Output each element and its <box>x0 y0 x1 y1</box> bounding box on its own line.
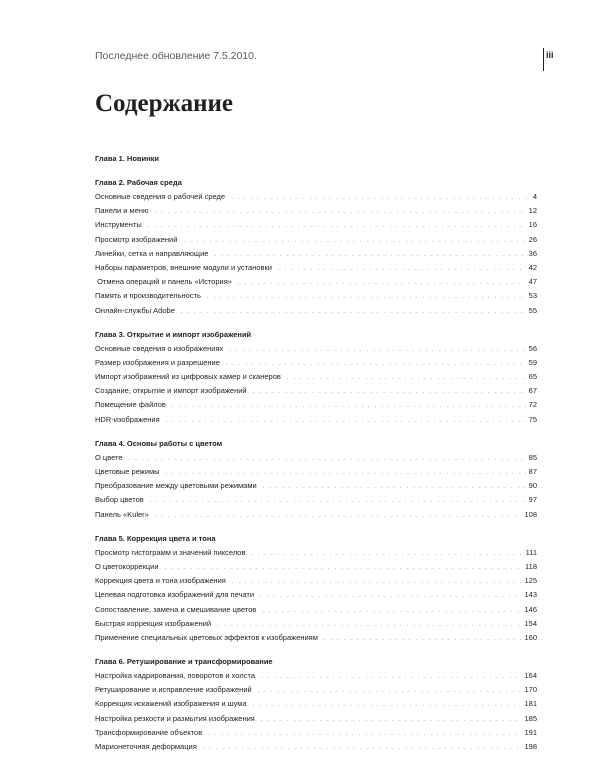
toc-entry-label[interactable]: Настройка резкости и размытия изображения <box>95 713 255 723</box>
toc-chapter <box>95 437 537 522</box>
toc-entry[interactable] <box>95 493 537 507</box>
dot-leader <box>208 727 521 741</box>
toc-entry[interactable] <box>95 617 537 631</box>
toc-entry[interactable] <box>95 697 537 711</box>
toc-entry[interactable] <box>95 631 537 645</box>
toc-entry-page[interactable]: 59 <box>528 357 537 367</box>
toc-entry[interactable] <box>95 190 537 204</box>
toc-entry[interactable] <box>95 233 537 247</box>
toc-entry-label[interactable]: Панели и меню <box>95 206 149 216</box>
toc-entry-page[interactable]: 154 <box>524 618 537 628</box>
header-divider <box>543 48 544 71</box>
toc-entry[interactable] <box>95 560 537 574</box>
toc-entry[interactable] <box>95 247 537 261</box>
toc-entry-page[interactable]: 143 <box>524 590 537 600</box>
toc-entry-label[interactable]: Преобразование между цветовыми режимами <box>95 481 257 491</box>
toc-entry[interactable] <box>95 603 537 617</box>
toc-entry-label[interactable]: Импорт изображений из цифровых камер и сканеров <box>95 372 281 382</box>
toc-chapter <box>95 532 537 645</box>
toc-entry-label[interactable]: Коррекция цвета и тона изображения <box>95 576 226 586</box>
toc-entry-page[interactable]: 111 <box>525 547 537 557</box>
toc-entry-label[interactable]: Просмотр изображений <box>95 234 178 244</box>
dot-leader <box>166 466 526 480</box>
toc-entry-label[interactable]: Быстрая коррекция изображений <box>95 618 212 628</box>
toc-entry-label[interactable]: Настройка кадрирования, поворотов и холста <box>95 671 255 681</box>
table-of-contents <box>95 152 537 764</box>
dot-leader <box>278 262 526 276</box>
toc-entry-page[interactable]: 160 <box>524 632 537 642</box>
toc-entry-page[interactable]: 56 <box>528 343 537 353</box>
toc-entry-label[interactable]: Размер изображения и разрешение <box>95 357 220 367</box>
toc-entry-label[interactable]: Просмотр гистограмм и значений пикселов <box>95 547 246 557</box>
toc-entry-label[interactable]: Панель «Kuler» <box>95 509 149 519</box>
toc-entry[interactable] <box>95 356 537 370</box>
toc-entry[interactable] <box>95 398 537 412</box>
toc-entry-label[interactable]: Помещение файлов <box>95 400 166 410</box>
toc-entry-label[interactable]: Создание, открытие и импорт изображений <box>95 386 247 396</box>
dot-leader <box>181 305 526 319</box>
toc-entry-label[interactable]: Основные сведения о изображениях <box>95 343 224 353</box>
page-title: Содержание <box>95 90 234 117</box>
dot-leader <box>258 684 522 698</box>
toc-entry-page[interactable]: 16 <box>528 220 537 230</box>
toc-entry-page[interactable]: 12 <box>528 206 537 216</box>
toc-entry-page[interactable]: 4 <box>532 192 537 201</box>
dot-leader <box>226 357 526 371</box>
toc-entry-page[interactable]: 72 <box>528 400 537 410</box>
toc-entry-page[interactable]: 36 <box>528 248 537 258</box>
dot-leader <box>148 219 526 233</box>
toc-entry-label[interactable]: О цвете <box>95 452 123 462</box>
dot-leader <box>251 547 522 561</box>
chapter-title[interactable]: Глава 5. Коррекция цвета и тона <box>95 533 216 543</box>
toc-entry-label[interactable]: Наборы параметров, внешние модули и установки <box>95 262 272 272</box>
toc-entry-page[interactable]: 191 <box>524 727 537 737</box>
toc-entry[interactable] <box>95 683 537 697</box>
toc-entry-page[interactable]: 65 <box>528 372 537 382</box>
toc-entry[interactable] <box>95 342 537 356</box>
dot-leader <box>253 385 526 399</box>
toc-entry-label[interactable]: Применение специальных цветовых эффектов к изображениям <box>95 632 318 642</box>
toc-entry-label[interactable]: Линейки, сетка и направляющие <box>95 248 209 258</box>
dot-leader <box>262 604 521 618</box>
toc-entry-page[interactable]: 164 <box>524 671 537 681</box>
toc-entry-label[interactable]: Ретуширование и исправление изображений <box>95 685 252 695</box>
toc-entry-page[interactable]: 47 <box>528 277 537 287</box>
toc-entry[interactable] <box>95 669 537 683</box>
toc-entry[interactable] <box>95 413 537 427</box>
dot-leader <box>165 561 522 575</box>
toc-entry[interactable] <box>95 370 537 384</box>
toc-entry-label[interactable]: Марионеточная деформация <box>95 742 197 751</box>
dot-leader <box>253 698 522 712</box>
toc-chapter <box>95 152 537 166</box>
toc-entry-page[interactable]: 185 <box>524 713 537 723</box>
toc-entry-label[interactable]: Память и производительность <box>95 291 201 301</box>
dot-leader <box>207 290 526 304</box>
toc-entry-page[interactable]: 170 <box>524 685 537 695</box>
toc-entry-label[interactable]: Целевая подготовка изображений для печати <box>95 590 255 600</box>
chapter-title[interactable]: Глава 2. Рабочая среда <box>95 178 182 187</box>
dot-leader <box>229 343 525 357</box>
dot-leader <box>166 414 526 428</box>
toc-entry-label[interactable]: Инструменты <box>95 220 142 230</box>
dot-leader <box>155 509 522 523</box>
dot-leader <box>129 452 526 466</box>
toc-entry[interactable] <box>95 574 537 588</box>
dot-leader <box>287 371 526 385</box>
toc-entry-label[interactable]: Трансформирование объектов <box>95 727 203 737</box>
toc-entry[interactable] <box>95 451 537 465</box>
toc-entry[interactable] <box>95 465 537 479</box>
toc-entry[interactable] <box>95 304 537 318</box>
dot-leader <box>155 205 526 219</box>
toc-entry-page[interactable]: 75 <box>528 414 537 424</box>
toc-entry[interactable] <box>95 275 537 289</box>
toc-entry-label[interactable]: Сопоставление, замена и смешивание цветов <box>95 604 257 614</box>
toc-entry-page[interactable]: 108 <box>524 509 537 519</box>
toc-entry-page[interactable]: 181 <box>524 699 537 709</box>
chapter-title[interactable]: Глава 6. Ретуширование и трансформирование <box>95 657 273 667</box>
toc-entry-page[interactable]: 118 <box>525 561 537 571</box>
toc-entry-page[interactable]: 198 <box>524 742 537 751</box>
page-number: iii <box>546 50 554 60</box>
toc-entry-page[interactable]: 55 <box>528 305 537 315</box>
toc-entry[interactable] <box>95 546 537 560</box>
dot-leader <box>238 276 526 290</box>
dot-leader <box>203 741 522 755</box>
toc-entry-page[interactable]: 87 <box>528 467 537 476</box>
toc-chapter <box>95 176 537 318</box>
dot-leader <box>214 248 525 262</box>
dot-leader <box>172 399 526 413</box>
chapter-title[interactable]: Глава 1. Новинки <box>95 154 160 163</box>
dot-leader <box>217 618 521 632</box>
toc-entry-label[interactable]: О цветокоррекции <box>95 561 159 571</box>
dot-leader <box>231 191 530 205</box>
toc-entry[interactable] <box>95 508 537 522</box>
toc-entry-page[interactable]: 67 <box>528 386 537 396</box>
toc-entry[interactable] <box>95 261 537 275</box>
toc-entry[interactable] <box>95 479 537 493</box>
toc-entry[interactable] <box>95 588 537 602</box>
toc-entry-label[interactable]: Основные сведения о рабочей среде <box>95 192 226 201</box>
toc-entry-label[interactable]: Отмена операций и панель «История» <box>95 277 232 287</box>
dot-leader <box>150 494 526 508</box>
dot-leader <box>261 713 522 727</box>
toc-entry-label[interactable]: Выбор цветов <box>95 495 144 505</box>
toc-entry[interactable] <box>95 726 537 740</box>
chapter-title[interactable]: Глава 3. Открытие и импорт изображений <box>95 329 252 339</box>
dot-leader <box>232 575 522 589</box>
dot-leader <box>260 589 521 603</box>
toc-entry-page[interactable]: 85 <box>528 452 537 462</box>
toc-entry[interactable] <box>95 204 537 218</box>
toc-entry[interactable] <box>95 712 537 726</box>
last-updated-note: Последнее обновление 7.5.2010. <box>95 50 257 62</box>
toc-chapter <box>95 328 537 427</box>
toc-entry-page[interactable]: 125 <box>524 576 537 586</box>
toc-entry[interactable] <box>95 384 537 398</box>
dot-leader <box>261 670 521 684</box>
toc-entry-page[interactable]: 53 <box>528 291 537 301</box>
toc-entry-page[interactable]: 90 <box>528 481 537 491</box>
toc-entry-page[interactable]: 26 <box>528 234 537 244</box>
chapter-title[interactable]: Глава 4. Основы работы с цветом <box>95 438 223 448</box>
toc-entry-label[interactable]: HDR-изображения <box>95 414 160 424</box>
dot-leader <box>324 632 522 646</box>
toc-entry[interactable] <box>95 740 537 754</box>
toc-entry-label[interactable]: Цветовые режимы <box>95 467 160 476</box>
toc-entry-label[interactable]: Онлайн-службы Adobe <box>95 305 175 315</box>
toc-entry-page[interactable]: 146 <box>524 604 537 614</box>
toc-entry[interactable] <box>95 218 537 232</box>
toc-entry-page[interactable]: 42 <box>528 262 537 272</box>
toc-chapter <box>95 655 537 754</box>
toc-entry-label[interactable]: Коррекция искажений изображения и шума <box>95 699 247 709</box>
toc-entry[interactable] <box>95 289 537 303</box>
dot-leader <box>263 480 526 494</box>
dot-leader <box>183 234 525 248</box>
toc-entry-page[interactable]: 97 <box>528 495 537 505</box>
